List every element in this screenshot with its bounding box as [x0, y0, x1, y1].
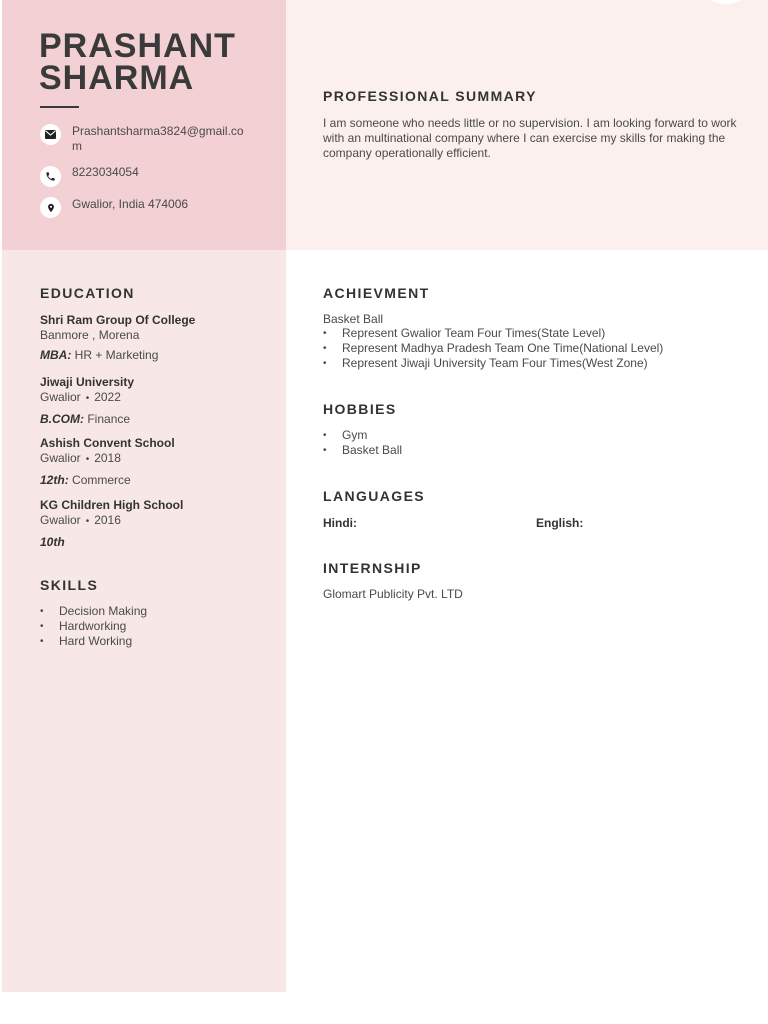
name-divider	[40, 106, 79, 108]
internship-heading: INTERNSHIP	[323, 560, 422, 576]
list-item: • Basket Ball	[323, 443, 402, 458]
education-item	[40, 436, 280, 487]
first-name: PRASHANT	[39, 27, 236, 65]
list-item: • Represent Gwalior Team Four Times(State Level)	[323, 326, 663, 341]
achievement-list	[323, 326, 663, 371]
achievement-subtitle: Basket Ball	[323, 312, 384, 326]
contact-location	[40, 197, 250, 218]
degree: MBA: HR + Marketing	[40, 348, 159, 362]
phone-text: 8223034054	[72, 165, 139, 179]
location-pin-icon	[40, 197, 61, 218]
list-item: • Hard Working	[40, 634, 147, 649]
languages-heading: LANGUAGES	[323, 488, 426, 504]
school-name: Shri Ram Group Of College	[40, 313, 196, 327]
skills-heading: SKILLS	[40, 577, 99, 593]
skills-list	[40, 604, 147, 649]
candidate-name	[39, 27, 236, 97]
internship-text: Glomart Publicity Pvt. LTD	[323, 587, 463, 601]
school-place: Banmore , Morena	[40, 328, 140, 342]
envelope-icon	[40, 124, 61, 145]
achievement-heading: ACHIEVMENT	[323, 285, 430, 301]
email-text: Prashantsharma3824@gmail.com	[72, 124, 244, 153]
school-name: Ashish Convent School	[40, 436, 175, 450]
language-hindi: Hindi:	[323, 516, 357, 530]
school-name: KG Children High School	[40, 498, 184, 512]
hobbies-list	[323, 428, 402, 458]
last-name: SHARMA	[39, 59, 195, 97]
school-place: Gwalior • 2022	[40, 390, 121, 404]
school-place: Gwalior • 2016	[40, 513, 121, 527]
list-item: • Represent Jiwaji University Team Four Times(West Zone)	[323, 356, 663, 371]
language-english: English:	[536, 516, 584, 530]
education-heading: EDUCATION	[40, 285, 135, 301]
contact-email[interactable]	[40, 124, 250, 154]
list-item: • Hardworking	[40, 619, 147, 634]
education-item	[40, 375, 280, 426]
summary-text: I am someone who needs little or no supervision. I am looking forward to work with an multinational company where I can exercise my skills for making the company operationally efficient.	[323, 116, 737, 160]
summary-heading: PROFESSIONAL SUMMARY	[323, 88, 537, 104]
degree: B.COM: Finance	[40, 412, 131, 426]
degree: 10th	[40, 535, 65, 549]
list-item: • Gym	[323, 428, 402, 443]
school-name: Jiwaji University	[40, 375, 135, 389]
list-item: • Represent Madhya Pradesh Team One Time(National Level)	[323, 341, 663, 356]
list-item: • Decision Making	[40, 604, 147, 619]
location-text: Gwalior, India 474006	[72, 197, 189, 211]
phone-icon	[40, 166, 61, 187]
school-place: Gwalior • 2018	[40, 451, 121, 465]
education-item	[40, 498, 280, 549]
contact-phone[interactable]	[40, 166, 250, 187]
education-item	[40, 313, 280, 362]
degree: 12th: Commerce	[40, 473, 131, 487]
hobbies-heading: HOBBIES	[323, 401, 397, 417]
